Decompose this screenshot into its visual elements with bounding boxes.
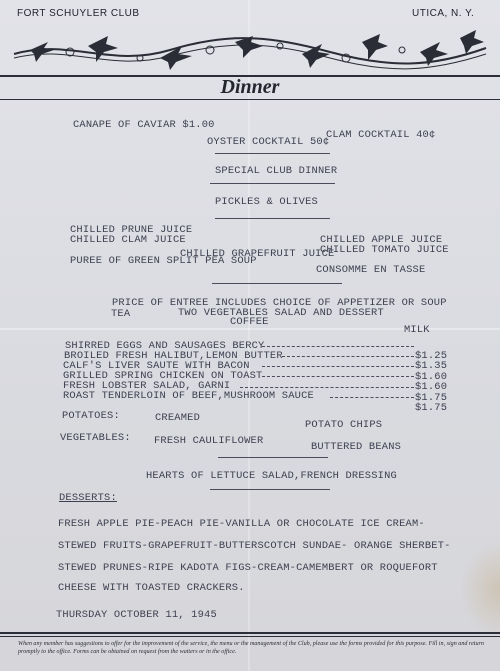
dessert-line: STEWED PRUNES-RIPE KADOTA FIGS-CREAM-CAMEMBERT OR ROQUEFORT (58, 562, 438, 574)
desserts-label: DESSERTS: (59, 492, 117, 504)
menu-title: Dinner (220, 76, 280, 98)
separator (215, 153, 330, 154)
separator (218, 457, 328, 458)
entree-item: GRILLED SPRING CHICKEN ON TOAST (63, 370, 263, 382)
paper-stain (460, 540, 500, 640)
potatoes-label: POTATOES: (62, 410, 120, 422)
entree-price: $1.60 (415, 371, 448, 383)
price-leader (262, 376, 414, 378)
vegetables-label: VEGETABLES: (60, 432, 131, 444)
entree-price: $1.35 (415, 360, 448, 372)
starter-soup: PUREE OF GREEN SPLIT PEA SOUP (70, 255, 257, 267)
starter-consomme: CONSOMME EN TASSE (316, 264, 426, 276)
salad-line: HEARTS OF LETTUCE SALAD,FRENCH DRESSING (146, 470, 397, 482)
menu-date: THURSDAY OCTOBER 11, 1945 (56, 609, 217, 621)
entree-item: CALF'S LIVER SAUTE WITH BACON (63, 360, 250, 372)
price-leader (262, 366, 414, 368)
separator (210, 489, 330, 490)
starter-apple-juice: CHILLED APPLE JUICE (320, 234, 443, 246)
potatoes-option: POTATO CHIPS (305, 419, 383, 431)
special-dinner-heading: SPECIAL CLUB DINNER (215, 165, 338, 177)
club-city: UTICA, N. Y. (412, 8, 475, 19)
appetizer-caviar: CANAPE OF CAVIAR $1.00 (73, 119, 215, 131)
appetizer-oyster: OYSTER COCKTAIL 50¢ (207, 136, 330, 148)
club-name: FORT SCHUYLER CLUB (17, 8, 140, 19)
beverage-coffee: COFFEE (230, 316, 269, 328)
appetizer-clam: CLAM COCKTAIL 40¢ (326, 129, 436, 141)
entree-price: $1.25 (415, 350, 448, 362)
entree-notice-line1: PRICE OF ENTREE INCLUDES CHOICE OF APPETIZER OR SOUP (112, 297, 447, 309)
bird-garland-illustration (10, 28, 490, 74)
starter-clam-juice: CHILLED CLAM JUICE (70, 234, 186, 246)
separator (212, 283, 342, 284)
dessert-line: STEWED FRUITS-GRAPEFRUIT-BUTTERSCOTCH SUNDAE- ORANGE SHERBET- (58, 540, 451, 552)
price-leader (330, 397, 414, 399)
separator (210, 183, 335, 184)
dessert-line: CHEESE WITH TOASTED CRACKERS. (58, 582, 245, 594)
footer-rule (0, 632, 500, 634)
vegetable-option: FRESH CAULIFLOWER (154, 435, 264, 447)
separator (215, 218, 330, 219)
footer-rule (0, 636, 500, 637)
price-leader (282, 356, 414, 358)
starter-tomato-juice: CHILLED TOMATO JUICE (320, 244, 449, 256)
entree-notice-line2: TWO VEGETABLES SALAD AND DESSERT (178, 307, 384, 319)
price-leader (262, 346, 414, 348)
vegetable-option: BUTTERED BEANS (311, 441, 402, 453)
starter-grapefruit-juice: CHILLED GRAPEFRUIT JUICE (180, 248, 335, 260)
beverage-tea: TEA (111, 308, 131, 320)
entree-item: FRESH LOBSTER SALAD, GARNI (63, 380, 231, 392)
entree-price: $1.75 (415, 392, 448, 404)
starter-prune-juice: CHILLED PRUNE JUICE (70, 224, 193, 236)
entree-price: $1.75 (415, 402, 448, 414)
price-leader (240, 387, 414, 389)
relish-line: PICKLES & OLIVES (215, 196, 318, 208)
footer-notice: When any member has suggestions to offer for the improvement of the service, the menu or the management of the Club, please use the forms provided for this purpose. Fill in, sign and return promptly to the office. Forms can be obtained on request from the waiters or in the office. (18, 641, 484, 655)
title-rule (0, 99, 500, 100)
entree-item: BROILED FRESH HALIBUT,LEMON BUTTER (64, 350, 283, 362)
beverage-milk: MILK (404, 324, 430, 336)
entree-item: SHIRRED EGGS AND SAUSAGES BERCY (65, 340, 265, 352)
entree-item: ROAST TENDERLOIN OF BEEF,MUSHROOM SAUCE (63, 390, 314, 402)
potatoes-option: CREAMED (155, 412, 201, 424)
entree-price: $1.60 (415, 381, 448, 393)
dessert-line: FRESH APPLE PIE-PEACH PIE-VANILLA OR CHOCOLATE ICE CREAM- (58, 518, 425, 530)
